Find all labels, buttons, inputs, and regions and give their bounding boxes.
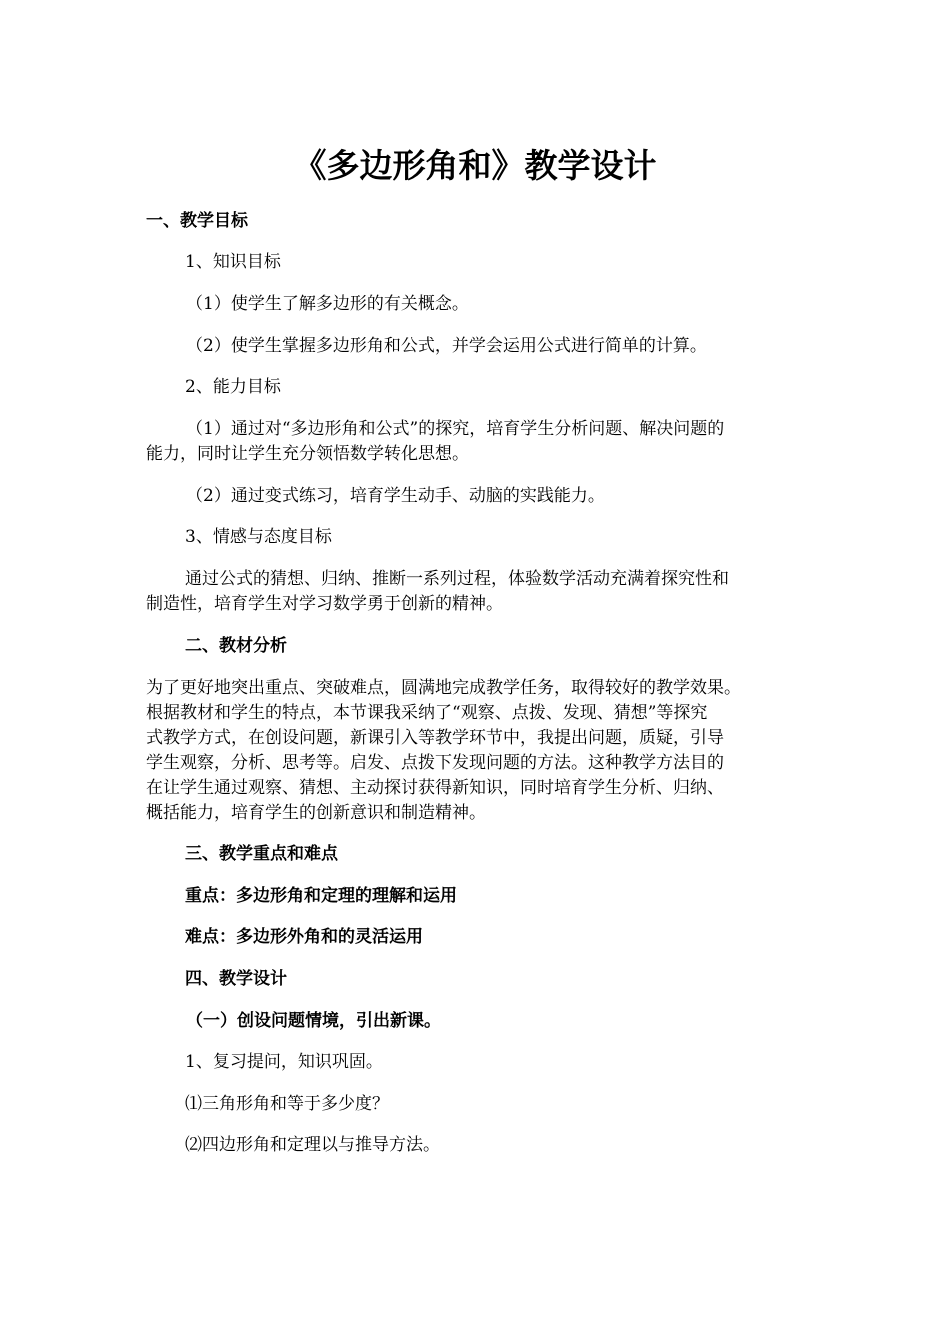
review-question-1: ⑴三角形角和等于多少度？ xyxy=(185,1094,389,1114)
material-analysis-line-2: 根据教材和学生的特点，本节课我采纳了“观察、点拨、发现、猜想”等探究 xyxy=(146,703,708,723)
ability-goal-item-1-line-2: 能力，同时让学生充分领悟数学转化思想。 xyxy=(146,444,469,464)
section-heading-material-analysis: 二、教材分析 xyxy=(185,636,287,656)
design-step-1-heading: （一）创设问题情境，引出新课。 xyxy=(186,1011,441,1031)
emotion-goal-text-line-2: 制造性，培育学生对学习数学勇于创新的精神。 xyxy=(146,594,503,614)
section-heading-teaching-goals: 一、教学目标 xyxy=(146,211,248,231)
ability-goal-item-2: （2）通过变式练习，培育学生动手、动脑的实践能力。 xyxy=(186,486,605,506)
section-heading-key-points: 三、教学重点和难点 xyxy=(185,844,338,864)
ability-goal-heading: 2、能力目标 xyxy=(185,377,281,397)
difficult-point: 难点：多边形外角和的灵活运用 xyxy=(185,927,423,947)
emotion-goal-text-line-1: 通过公式的猜想、归纳、推断一系列过程，体验数学活动充满着探究性和 xyxy=(185,569,729,589)
material-analysis-line-1: 为了更好地突出重点、突破难点，圆满地完成教学任务，取得较好的教学效果。 xyxy=(146,678,741,698)
material-analysis-line-4: 学生观察，分析、思考等。启发、点拨下发现问题的方法。这种教学方法目的 xyxy=(146,753,724,773)
ability-goal-item-1-line-1: （1）通过对“多边形角和公式”的探究，培育学生分析问题、解决问题的 xyxy=(186,419,725,439)
knowledge-goal-heading: 1、知识目标 xyxy=(185,252,281,272)
emotion-goal-heading: 3、情感与态度目标 xyxy=(185,527,332,547)
material-analysis-line-5: 在让学生通过观察、猜想、主动探讨获得新知识，同时培育学生分析、归纳、 xyxy=(146,778,724,798)
material-analysis-line-3: 式教学方式，在创设问题，新课引入等教学环节中，我提出问题，质疑，引导 xyxy=(146,728,724,748)
design-step-1-subheading: 1、复习提问，知识巩固。 xyxy=(185,1052,383,1072)
key-point: 重点：多边形角和定理的理解和运用 xyxy=(185,886,457,906)
knowledge-goal-item-2: （2）使学生掌握多边形角和公式，并学会运用公式进行简单的计算。 xyxy=(186,336,707,356)
review-question-2: ⑵四边形角和定理以与推导方法。 xyxy=(185,1135,440,1155)
page-title: 《多边形角和》教学设计 xyxy=(293,146,657,185)
material-analysis-line-6: 概括能力，培育学生的创新意识和制造精神。 xyxy=(146,803,486,823)
section-heading-teaching-design: 四、教学设计 xyxy=(185,969,287,989)
knowledge-goal-item-1: （1）使学生了解多边形的有关概念。 xyxy=(186,294,469,314)
